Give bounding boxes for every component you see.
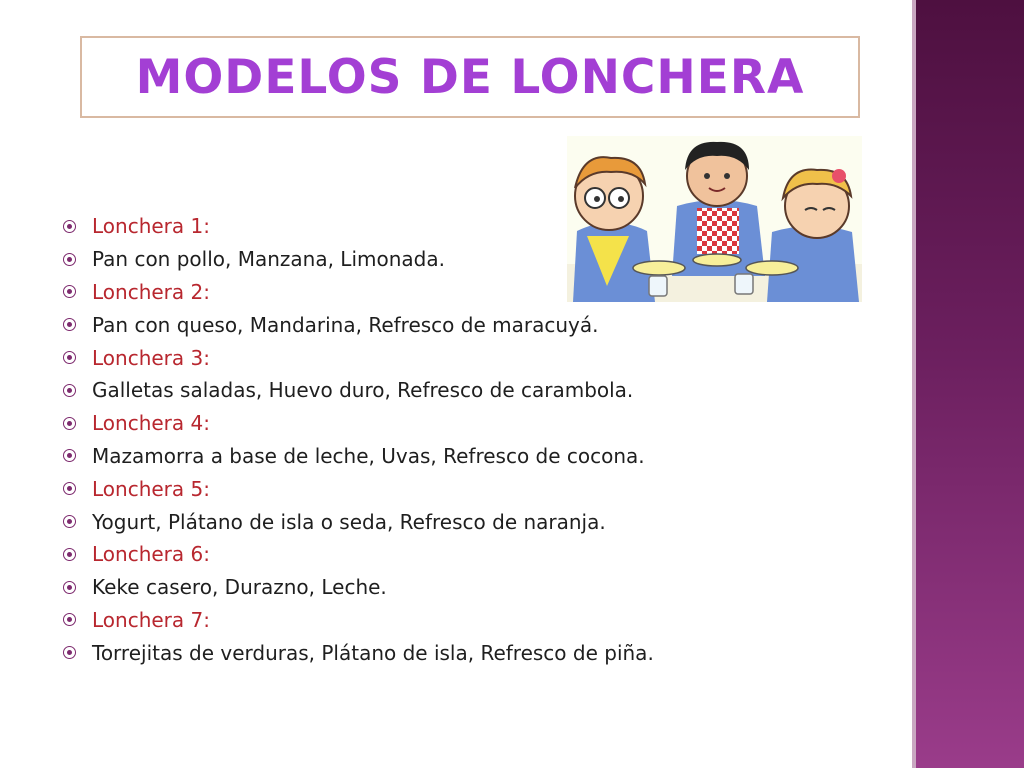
list-item-text: Pan con pollo, Manzana, Limonada. bbox=[92, 247, 445, 272]
list-item-text: Lonchera 5: bbox=[92, 476, 210, 501]
list-item-text: Lonchera 7: bbox=[92, 607, 210, 632]
list-item bbox=[63, 571, 654, 604]
list-item-text: Lonchera 1: bbox=[92, 214, 210, 239]
list-item bbox=[63, 505, 654, 538]
list-item bbox=[63, 341, 654, 374]
list-item bbox=[63, 472, 654, 505]
list-item bbox=[63, 276, 654, 309]
list-item bbox=[63, 243, 654, 276]
list-item bbox=[63, 407, 654, 440]
list-item-text: Yogurt, Plátano de isla o seda, Refresco de naranja. bbox=[92, 509, 606, 534]
bullet-icon bbox=[63, 515, 76, 528]
list-item-text: Torrejitas de verduras, Plátano de isla, Refresco de piña. bbox=[92, 640, 654, 665]
list-item bbox=[63, 308, 654, 341]
title-box bbox=[80, 36, 860, 118]
list-item-text: Galletas saladas, Huevo duro, Refresco de carambola. bbox=[92, 378, 634, 403]
bullet-icon bbox=[63, 417, 76, 430]
list-item bbox=[63, 440, 654, 473]
lonchera-list bbox=[63, 210, 654, 669]
bullet-icon bbox=[63, 253, 76, 266]
bullet-icon bbox=[63, 384, 76, 397]
bullet-icon bbox=[63, 318, 76, 331]
bullet-icon bbox=[63, 613, 76, 626]
list-item-text: Lonchera 2: bbox=[92, 279, 210, 304]
list-item-text: Pan con queso, Mandarina, Refresco de maracuyá. bbox=[92, 312, 599, 337]
bullet-icon bbox=[63, 285, 76, 298]
slide-title: MODELOS DE LONCHERA bbox=[135, 49, 805, 105]
bullet-icon bbox=[63, 581, 76, 594]
bullet-icon bbox=[63, 220, 76, 233]
bullet-icon bbox=[63, 548, 76, 561]
bullet-icon bbox=[63, 482, 76, 495]
decorative-side-bar bbox=[912, 0, 1024, 768]
list-item-text: Mazamorra a base de leche, Uvas, Refresco de cocona. bbox=[92, 443, 645, 468]
list-item-text: Lonchera 6: bbox=[92, 542, 210, 567]
bullet-icon bbox=[63, 646, 76, 659]
list-item bbox=[63, 604, 654, 637]
list-item bbox=[63, 636, 654, 669]
bullet-icon bbox=[63, 449, 76, 462]
list-item-text: Keke casero, Durazno, Leche. bbox=[92, 575, 387, 600]
bullet-icon bbox=[63, 351, 76, 364]
list-item bbox=[63, 538, 654, 571]
list-item bbox=[63, 210, 654, 243]
list-item-text: Lonchera 4: bbox=[92, 411, 210, 436]
list-item-text: Lonchera 3: bbox=[92, 345, 210, 370]
list-item bbox=[63, 374, 654, 407]
